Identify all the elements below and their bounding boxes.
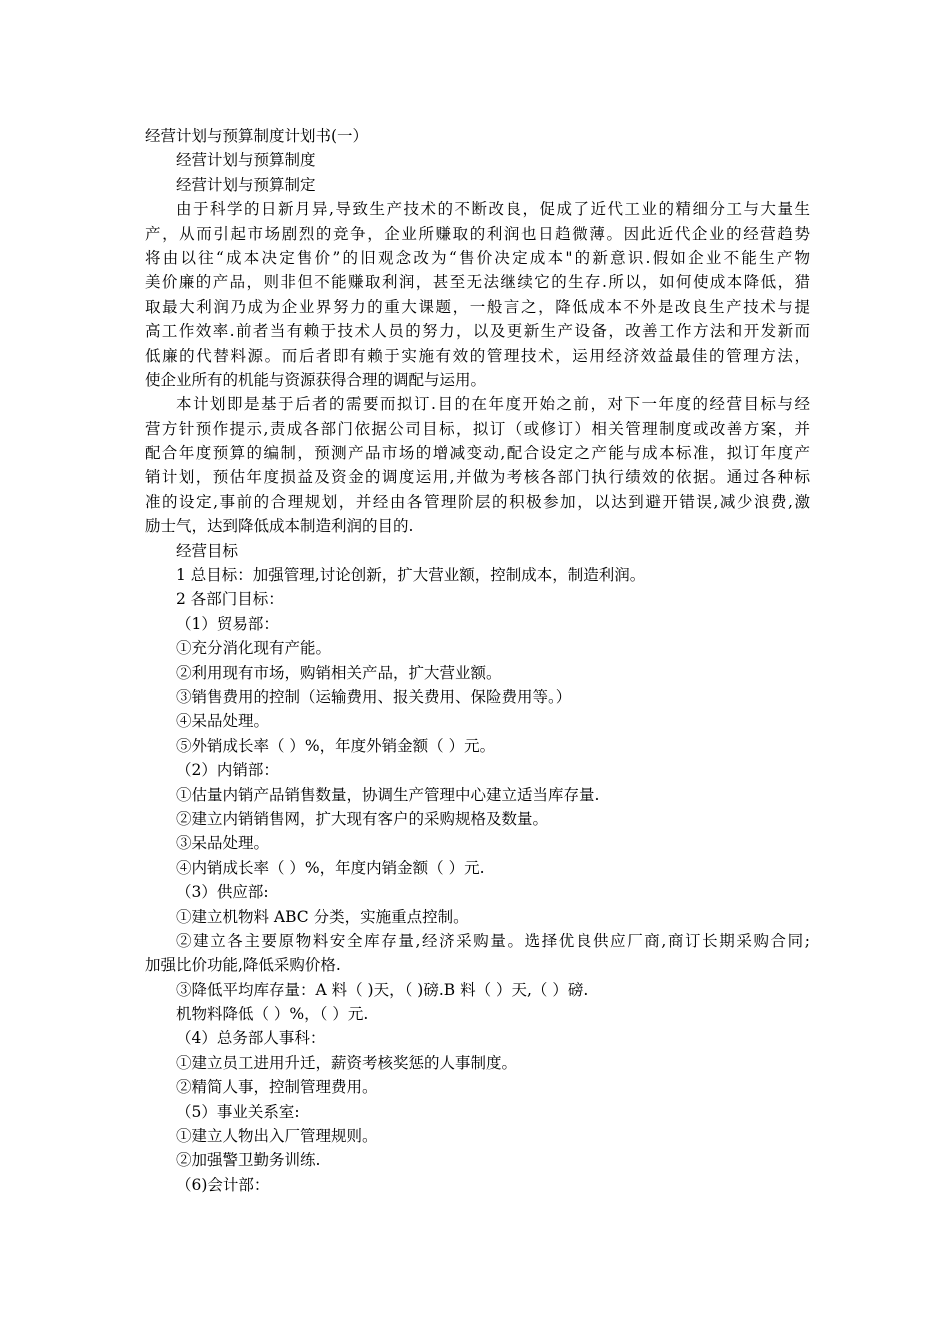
goals-heading: 经营目标 [176, 541, 239, 560]
supply-dept-heading: （3）供应部: [176, 883, 269, 902]
list-item: ①建立员工进用升迁，薪资考核奖惩的人事制度。 [176, 1053, 518, 1072]
list-item-multiline [145, 929, 810, 978]
domestic-dept-heading: （2）内销部： [176, 761, 279, 780]
admin-dept-heading: （4）总务部人事科： [176, 1029, 326, 1048]
list-item: ②利用现有市场，购销相关产品，扩大营业额。 [176, 663, 502, 682]
list-item: ②精简人事，控制管理费用。 [176, 1078, 378, 1097]
list-item: ②建立内销销售网，扩大现有客户的采购规格及数量。 [176, 809, 549, 828]
intro-paragraph [145, 197, 810, 392]
relations-dept-heading: （5）事业关系室: [176, 1102, 300, 1121]
list-item: ③呆品处理。 [176, 834, 270, 853]
list-item: ④呆品处理。 [176, 712, 270, 731]
list-item: ③销售费用的控制（运输费用、报关费用、保险费用等。） [176, 687, 572, 706]
paragraph-line: 准的设定,事前的合理规划，并经由各管理阶层的积极参加，以达到避开错误,减少浪费,激 [145, 492, 810, 511]
list-item: ②加强警卫勤务训练. [176, 1151, 321, 1170]
paragraph-line: 取最大利润乃成为企业界努力的重大课题，一般言之，降低成本不外是改良生产技术与提 [145, 297, 810, 316]
paragraph-line: 配合年度预算的编制，预测产品市场的增减变动,配合设定之产能与成本标准，拟订年度产 [145, 444, 810, 463]
paragraph-line: 销计划，预估年度损益及资金的调度运用,并做为考核各部门执行绩效的依据。通过各种标 [145, 468, 810, 487]
list-item: ①充分消化现有产能。 [176, 639, 332, 658]
dept-goals-heading: 2 各部门目标： [176, 590, 284, 609]
paragraph-line: 励士气，达到降低成本制造利润的目的. [145, 517, 414, 536]
paragraph-line: 将由以往“成本决定售价”的旧观念改为“售价决定成本"的新意识.假如企业不能生产物 [145, 248, 810, 267]
section-subheading: 经营计划与预算制定 [176, 175, 316, 194]
list-item: ④内销成长率（ ）%，年度内销金额（ ）元. [176, 858, 485, 877]
paragraph-line: 加强比价功能,降低采购价格. [145, 956, 341, 975]
list-item: ⑤外销成长率（ ）%，年度外销金额（ ）元。 [176, 736, 496, 755]
accounting-dept-heading: （6)会计部： [176, 1175, 270, 1194]
plan-paragraph [145, 392, 810, 538]
document-title: 经营计划与预算制度计划书(一） [145, 127, 369, 145]
list-item: ①建立人物出入厂管理规则。 [176, 1127, 378, 1146]
paragraph-line: 美价廉的产品，则非但不能赚取利润，甚至无法继续它的生存.所以，如何使成本降低，猎 [145, 273, 810, 292]
paragraph-line: 使企业所有的机能与资源获得合理的调配与运用。 [145, 370, 487, 389]
list-item: ①建立机物料 ABC 分类，实施重点控制。 [176, 907, 469, 926]
document-body [145, 124, 810, 1197]
paragraph-line: ②建立各主要原物料安全库存量,经济采购量。选择优良供应厂商,商订长期采购合同; [176, 931, 810, 950]
list-item: ①估量内销产品销售数量，协调生产管理中心建立适当库存量. [176, 785, 600, 804]
trade-dept-heading: （1）贸易部： [176, 614, 279, 633]
section-heading: 经营计划与预算制度 [176, 151, 316, 170]
paragraph-line: 低廉的代替料源。而后者即有赖于实施有效的管理技术，运用经济效益最佳的管理方法， [145, 346, 810, 365]
overall-goal: 1 总目标：加强管理,讨论创新，扩大营业额，控制成本，制造利润。 [176, 566, 646, 585]
paragraph-line: 产，从而引起市场剧烈的竞争，企业所赚取的利润也日趋微薄。因此近代企业的经营趋势 [145, 224, 810, 243]
list-item: ③降低平均库存量：A 料（ )天，（ )磅.B 料（ ）天,（ ）磅. [176, 980, 589, 999]
paragraph-line: 由于科学的日新月异,导致生产技术的不断改良，促成了近代工业的精细分工与大量生 [176, 200, 810, 219]
list-item-continuation: 机物料降低（ ）%，（ ）元. [176, 1005, 369, 1024]
paragraph-line: 本计划即是基于后者的需要而拟订.目的在年度开始之前，对下一年度的经营目标与经 [176, 395, 810, 414]
paragraph-line: 高工作效率.前者当有赖于技术人员的努力，以及更新生产设备，改善工作方法和开发新而 [145, 322, 810, 341]
paragraph-line: 营方针预作提示,责成各部门依据公司目标，拟订（或修订）相关管理制度或改善方案，并 [145, 419, 810, 438]
